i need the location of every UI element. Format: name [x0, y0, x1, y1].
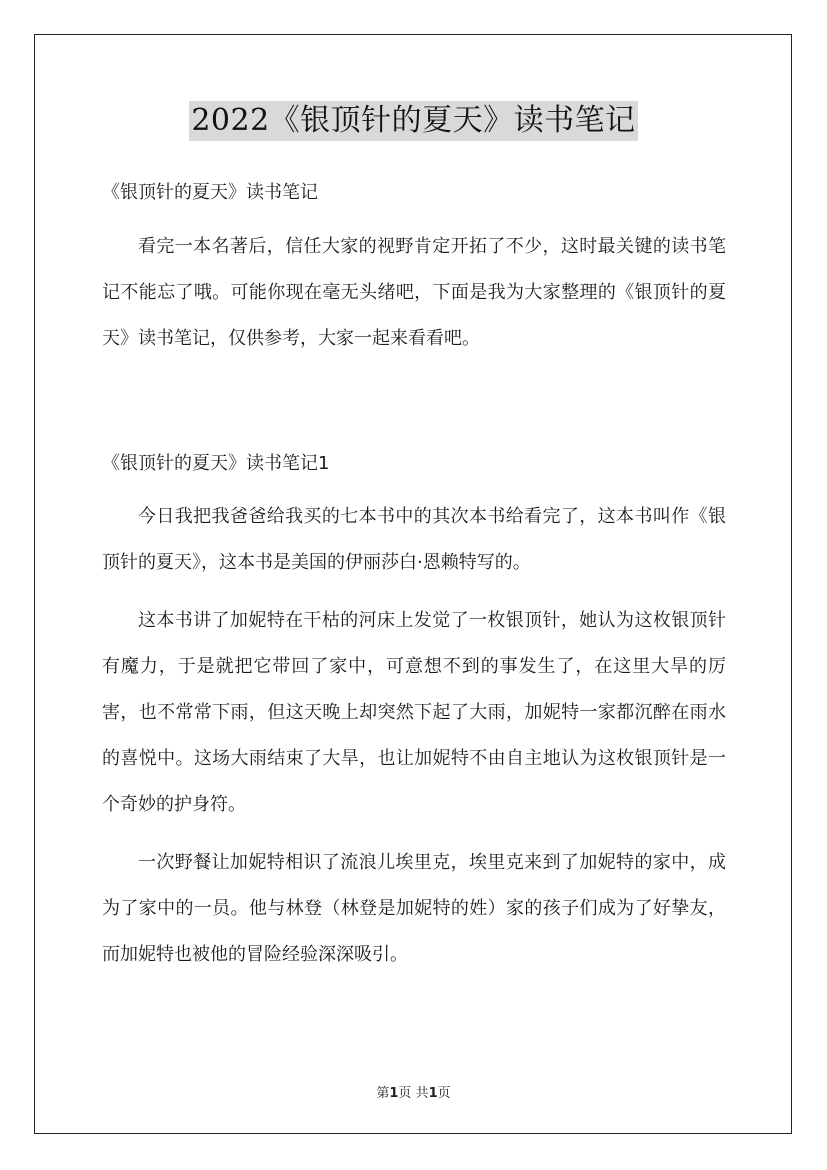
footer-prefix: 第 — [376, 1086, 390, 1101]
body-paragraph: 这本书讲了加妮特在干枯的河床上发觉了一枚银顶针，她认为这枚银顶针有魔力，于是就把它带回了家中，可意想不到的事发生了，在这里大旱的厉害，也不常常下雨，但这天晚上却突然下起了大雨，加妮特一家都沉醉在雨水的喜悦中。这场大雨结束了大旱，也让加妮特不由自主地认为这枚银顶针是一个奇妙的护身符。 — [102, 610, 726, 815]
body-paragraph: 一次野餐让加妮特相识了流浪儿埃里克，埃里克来到了加妮特的家中，成为了家中的一员。他与林登（林登是加妮特的姓）家的孩子们成为了好挚友，而加妮特也被他的冒险经验深深吸引。 — [102, 852, 726, 965]
body-paragraph: 今日我把我爸爸给我买的七本书中的其次本书给看完了，这本书叫作《银顶针的夏天》，这本书是美国的伊丽莎白·恩赖特写的。 — [102, 506, 726, 573]
document-subtitle: 《银顶针的夏天》读书笔记 — [102, 182, 318, 203]
section-heading: 《银顶针的夏天》读书笔记1 — [102, 453, 330, 474]
title-container — [0, 101, 827, 141]
section-body — [102, 494, 726, 978]
footer-suffix: 页 — [437, 1086, 451, 1101]
intro-block — [102, 224, 726, 362]
page-footer — [0, 1082, 827, 1101]
footer-middle: 页 共 — [398, 1086, 429, 1101]
footer-total-pages: 1 — [428, 1086, 438, 1101]
document-title: 2022《银顶针的夏天》读书笔记 — [189, 101, 637, 141]
intro-paragraph: 看完一本名著后，信任大家的视野肯定开拓了不少，这时最关键的读书笔记不能忘了哦。可能你现在毫无头绪吧，下面是我为大家整理的《银顶针的夏天》读书笔记，仅供参考，大家一起来看看吧。 — [102, 236, 726, 349]
footer-page-number: 1 — [389, 1086, 399, 1101]
